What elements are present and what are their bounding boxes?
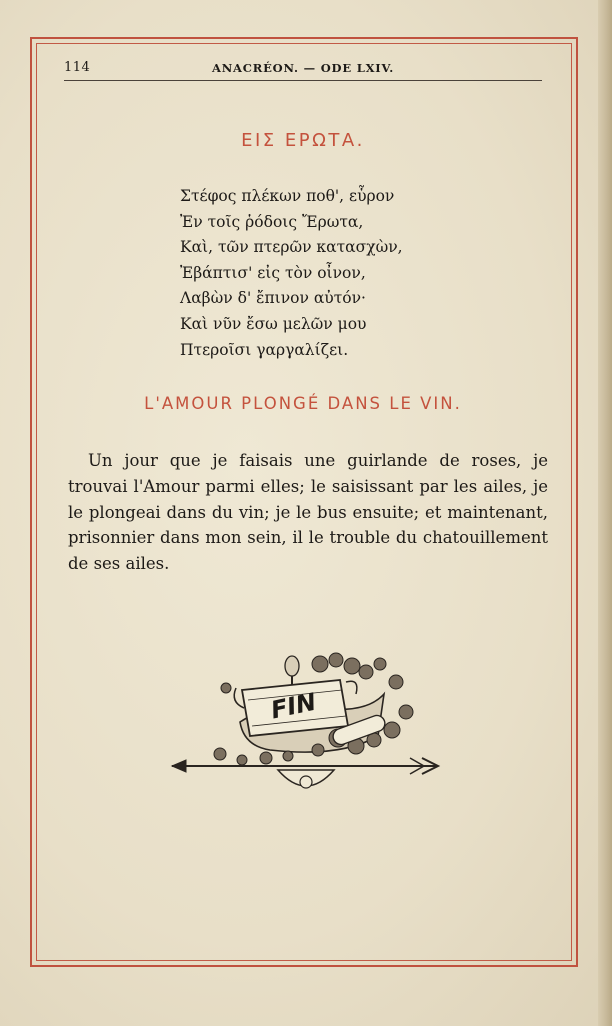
greek-ode-title: ΕΙΣ ΕΡΩΤΑ. (241, 130, 365, 151)
french-translation-text: Un jour que je faisais une guirlande de roses, je trouvai l'Amour parmi elles; le saisissant par les ailes, je le plongeai dans du vin; je le bus ensuite; et maintenant, prisonnier dans mon sein, il le trouble du chatouillement de ses ailes. (68, 451, 548, 574)
greek-line: Πτεροῖσι γαργαλίζει. (180, 340, 349, 359)
greek-line: Ἐβάπτισ' εἰς τὸν οἶνον, (180, 263, 366, 282)
running-head (64, 58, 542, 81)
greek-line: Λαβὼν δ' ἔπινον αὐτόν· (180, 289, 366, 308)
cartouche-icon (278, 770, 334, 788)
page-edge (598, 0, 612, 1026)
french-translation-title: L'AMOUR PLONGÉ DANS LE VIN. (144, 394, 462, 413)
greek-line: Καὶ, τῶν πτερῶν κατασχὼν, (180, 238, 403, 257)
running-head-title: ANACRÉON. — ODE LXIV. (212, 61, 394, 75)
greek-line: Στέφος πλέκων ποθ', εὗρον (180, 187, 395, 205)
banner-fin-text: FIN (268, 687, 319, 725)
greek-line: Ἐν τοῖς ῥόδοις Ἔρωτα, (180, 212, 364, 231)
greek-poem (180, 184, 510, 363)
fin-vignette-illustration (170, 642, 442, 802)
page-number: 114 (64, 60, 91, 75)
greek-line: Καὶ νῦν ἔσω μελῶν μου (180, 314, 367, 333)
